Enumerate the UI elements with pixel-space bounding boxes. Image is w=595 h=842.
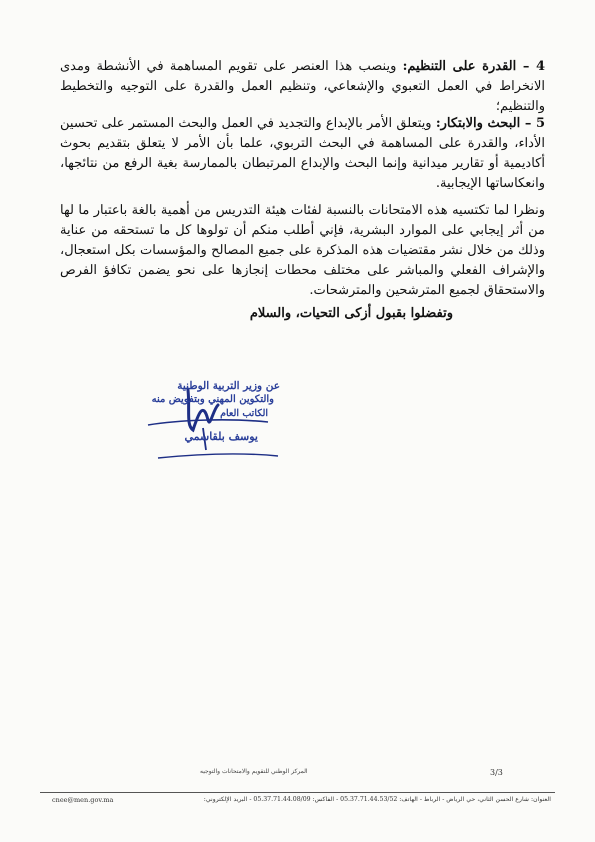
item-5-heading: 5 – البحث والابتكار: [435,116,546,131]
item-5-text: ويتعلق الأمر بالإبداع والتجديد في العمل والبحث المستمر على تحسين الأداء، والقدرة على المساهمة في البحث التربوي، علما بأن الأمر لا يتعلق بتقديم بحوث أكاديمية أو تقارير ميدانية وإنما البحث والإبداع المرتبطان بالممارسة بغية الرفع من نتائجها، وانعكاساتها الإيجابية. [60,116,545,191]
footer-address: العنوان: شارع الحسن الثاني، حي الرياض - الرباط - الهاتف: 05.37.71.44.53/52 - الفاكس: 05.37.71.44.08/09 - البريد الإلكتروني: [203,796,551,803]
stamp-line-2: والتكوين المهني وبتفويض منه [151,394,274,405]
body-paragraph: ونظرا لما تكتسيه هذه الامتحانات بالنسبة لفئات هيئة التدريس من أهمية بالغة باعتبار ما لها من أثر إيجابي على الموارد البشرية، فإني أطلب منكم أن تولوها كل ما تستحقه من عناية وذلك من خلال نشر مقتضيات هذه المذكرة على جميع المصالح والمؤسسات بكل استعجال، والإشراف الفعلي والمباشر على مختلف محطات إنجازها على نحو يضمن تكافؤ الفرص والاستحقاق لجميع المترشحين والمترشحات. [60,203,545,298]
item-4-heading: 4 – القدرة على التنظيم: [402,59,545,74]
footer-email: cnee@men.gov.ma [52,796,114,804]
footer-divider [40,792,555,793]
item-5-paragraph [60,114,545,194]
stamp-line-1: عن وزير التربية الوطنية [177,380,280,392]
signature-stamp [118,370,288,465]
item-4-text: وينصب هذا العنصر على تقويم المساهمة في الأنشطة ومدى الانخراط في العمل التعبوي والإشعاعي، وتنظيم العمل والقدرة على التوجيه والتخطيط والتنظيم؛ [60,59,545,114]
closing-salutation: وتفضلوا بقبول أزكى التحيات، والسلام [249,306,453,321]
stamp-line-3: الكاتب العام [220,408,268,419]
item-4-paragraph [60,57,545,117]
footer-center-label: المركز الوطني للتقويم والامتحانات والتوجيه [200,768,308,775]
page-number: 3/3 [490,768,503,777]
signatory-name: يوسف بلقاسمي [184,430,258,443]
